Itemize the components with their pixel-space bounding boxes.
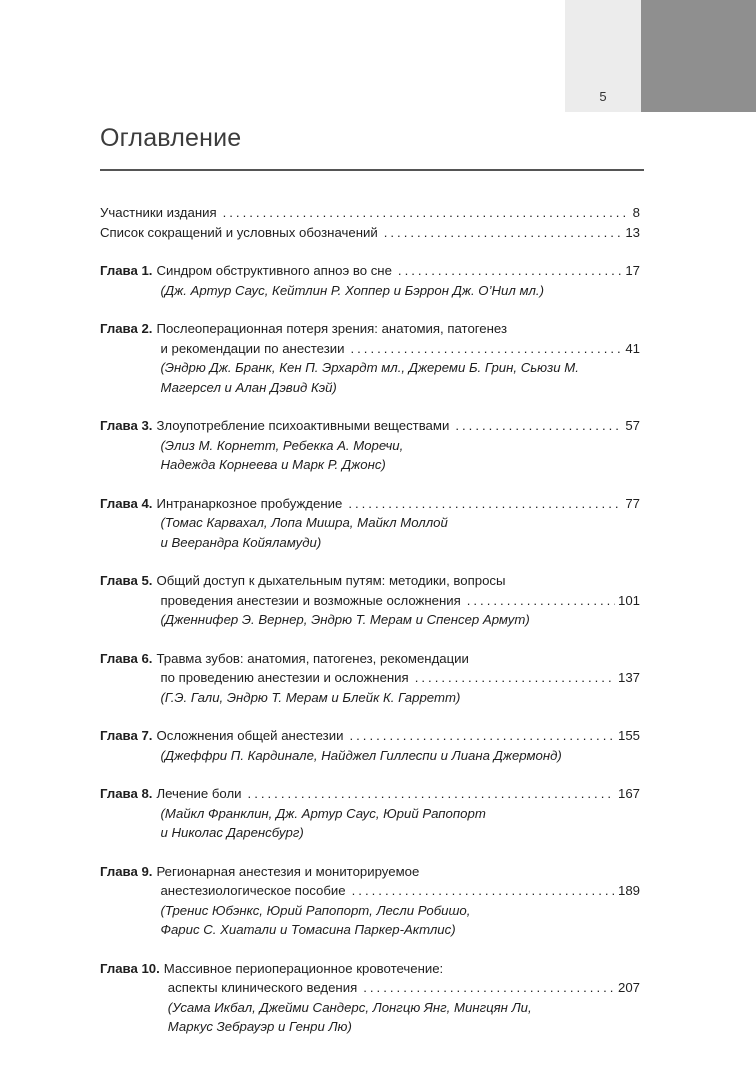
- chapter-row: [100, 784, 640, 843]
- chapter-title: Синдром обструктивного апноэ во сне: [156, 263, 392, 278]
- page-ref: 77: [625, 495, 640, 511]
- chapter-body: [164, 959, 640, 1037]
- chapter-entry[interactable]: [100, 959, 640, 1037]
- chapter-label: Глава 3.: [100, 418, 153, 433]
- toc-entry[interactable]: [100, 203, 640, 223]
- chapter-title-line: [156, 591, 640, 611]
- chapter-row: [100, 959, 640, 1037]
- chapter-authors: (Дж. Артур Саус, Кейтлин Р. Хоппер и Бэррон Дж. О’Нил мл.): [160, 282, 544, 298]
- chapter-title: и рекомендации по анестезии: [160, 340, 345, 356]
- dot-leader: [467, 591, 615, 611]
- chapter-body: [156, 261, 640, 300]
- toc-entry[interactable]: [100, 223, 640, 243]
- dot-leader: [348, 494, 622, 514]
- chapter-label: Глава 6.: [100, 650, 153, 666]
- page-ref: 189: [617, 883, 640, 898]
- page-ref: 57: [625, 418, 640, 433]
- chapter-title-line: [156, 862, 640, 882]
- dot-leader: [415, 668, 615, 688]
- chapter-authors: и Николас Даренсбург): [160, 825, 304, 840]
- chapter-entry[interactable]: [100, 319, 640, 397]
- chapter-label: Глава 7.: [100, 728, 153, 743]
- chapter-title-line: [156, 649, 640, 669]
- chapter-label: Глава 8.: [100, 786, 153, 801]
- chapter-title: Общий доступ к дыхательным путям: методики, вопросы: [156, 573, 506, 588]
- chapter-title: аспекты клинического ведения: [167, 980, 358, 995]
- chapter-body: [156, 494, 640, 553]
- chapter-entry[interactable]: [100, 416, 640, 475]
- chapter-title-line: [164, 959, 640, 979]
- chapter-body: [156, 726, 640, 765]
- chapter-label: Глава 9.: [100, 863, 153, 879]
- dot-leader: [349, 726, 615, 746]
- chapter-title-line: [156, 339, 640, 359]
- page-ref: 13: [625, 224, 640, 240]
- chapter-title-line: [156, 726, 640, 746]
- chapter-title-line: [156, 319, 640, 339]
- dot-leader: [350, 339, 622, 359]
- chapter-title-line: [156, 881, 640, 901]
- chapter-title: Травма зубов: анатомия, патогенез, рекомендации: [156, 650, 469, 666]
- chapter-label: Глава 10.: [100, 960, 160, 976]
- chapter-body: [156, 649, 640, 708]
- chapter-label: Глава 1.: [100, 263, 153, 278]
- chapter-authors: (Эндрю Дж. Бранк, Кен П. Эрхардт мл., Джереми Б. Грин, Сьюзи М.: [160, 360, 579, 375]
- page-title: Оглавление: [100, 124, 242, 152]
- dot-leader: [363, 978, 615, 998]
- chapter-authors: Фарис С. Хиатали и Томасина Паркер-Актлис): [160, 922, 456, 937]
- dot-leader: [223, 203, 630, 223]
- chapter-body: [156, 571, 640, 630]
- chapter-entry[interactable]: [100, 494, 640, 553]
- chapter-authors: (Г.Э. Гали, Эндрю Т. Мерам и Блейк К. Гарретт): [160, 689, 461, 705]
- chapter-entry[interactable]: [100, 862, 640, 940]
- chapter-title: анестезиологическое пособие: [160, 883, 346, 898]
- dot-leader: [384, 223, 623, 243]
- page-ref: 101: [617, 592, 640, 608]
- chapter-title: Лечение боли: [156, 786, 242, 801]
- chapter-row: [100, 571, 640, 630]
- chapter-row: [100, 319, 640, 397]
- chapter-row: [100, 862, 640, 940]
- page-ref: 137: [617, 670, 640, 685]
- chapter-body: [156, 319, 640, 397]
- front-matter: [100, 203, 640, 242]
- chapter-row: [100, 726, 640, 765]
- chapter-title: Послеоперационная потеря зрения: анатомия, патогенез: [156, 321, 508, 336]
- chapter-row: [100, 649, 640, 708]
- chapter-body: [156, 416, 640, 475]
- chapter-title: по проведению анестезии и осложнения: [160, 670, 409, 685]
- chapter-authors: (Усама Икбал, Джейми Сандерс, Лонгцю Янг, Мингцян Ли,: [167, 999, 532, 1015]
- chapter-title-line: [156, 668, 640, 688]
- chapter-title: Массивное периоперационное кровотечение:: [163, 960, 444, 976]
- chapter-authors: Магерсел и Алан Дэвид Кэй): [160, 379, 337, 395]
- page-ref: 207: [617, 980, 640, 995]
- chapter-authors: (Дженнифер Э. Вернер, Эндрю Т. Мерам и Спенсер Армут): [160, 612, 530, 627]
- chapter-body: [156, 784, 640, 843]
- chapter-title: проведения анестезии и возможные осложнения: [160, 592, 461, 608]
- entry-title: Список сокращений и условных обозначений: [100, 224, 378, 240]
- dot-leader: [455, 416, 622, 436]
- chapter-entry[interactable]: [100, 784, 640, 843]
- chapter-authors: (Майкл Франклин, Дж. Артур Саус, Юрий Рапопорт: [160, 805, 486, 821]
- chapter-title-line: [164, 978, 640, 998]
- chapter-entry[interactable]: [100, 726, 640, 765]
- chapter-authors: (Тренис Юбэнкс, Юрий Рапопорт, Лесли Робишо,: [160, 902, 471, 918]
- chapter-title-line: [156, 784, 640, 804]
- chapter-entry[interactable]: [100, 261, 640, 300]
- table-of-contents: [100, 203, 640, 1056]
- chapter-authors: (Томас Карвахал, Лопа Мишра, Майкл Моллой: [160, 515, 448, 530]
- chapter-title: Интранаркозное пробуждение: [156, 495, 343, 511]
- chapter-row: [100, 494, 640, 553]
- corner-tab-dark: [641, 0, 756, 112]
- chapter-label: Глава 4.: [100, 495, 153, 511]
- page-ref: 17: [625, 263, 640, 278]
- dot-leader: [248, 784, 615, 804]
- chapter-title-line: [156, 261, 640, 281]
- chapter-title-line: [156, 416, 640, 436]
- chapter-row: [100, 261, 640, 300]
- chapter-title: Регионарная анестезия и мониторируемое: [156, 863, 420, 879]
- chapter-authors: Маркус Зебрауэр и Генри Лю): [167, 1019, 352, 1034]
- page-ref: 167: [617, 786, 640, 801]
- chapter-title-line: [156, 571, 640, 591]
- chapter-body: [156, 862, 640, 940]
- chapter-row: [100, 416, 640, 475]
- dot-leader: [398, 261, 622, 281]
- page-ref: 41: [625, 340, 640, 356]
- chapter-authors: и Веерандра Койяламуди): [160, 534, 322, 550]
- chapter-label: Глава 2.: [100, 321, 153, 336]
- page-number: 5: [599, 89, 607, 104]
- chapter-authors: Надежда Корнеева и Марк Р. Джонс): [160, 457, 386, 472]
- chapter-authors: (Джеффри П. Кардинале, Найджел Гиллеспи и Лиана Джермонд): [160, 747, 562, 763]
- chapter-title: Осложнения общей анестезии: [156, 728, 344, 743]
- chapter-entry[interactable]: [100, 649, 640, 708]
- dot-leader: [352, 881, 615, 901]
- page-ref: 8: [632, 205, 640, 220]
- chapter-authors: (Элиз М. Корнетт, Ребекка А. Моречи,: [160, 437, 404, 453]
- chapter-title: Злоупотребление психоактивными веществами: [156, 418, 450, 433]
- chapter-entry[interactable]: [100, 571, 640, 630]
- title-rule: [100, 169, 644, 171]
- page-ref: 155: [617, 728, 640, 743]
- chapter-label: Глава 5.: [100, 573, 153, 588]
- chapter-title-line: [156, 494, 640, 514]
- entry-title: Участники издания: [100, 205, 217, 220]
